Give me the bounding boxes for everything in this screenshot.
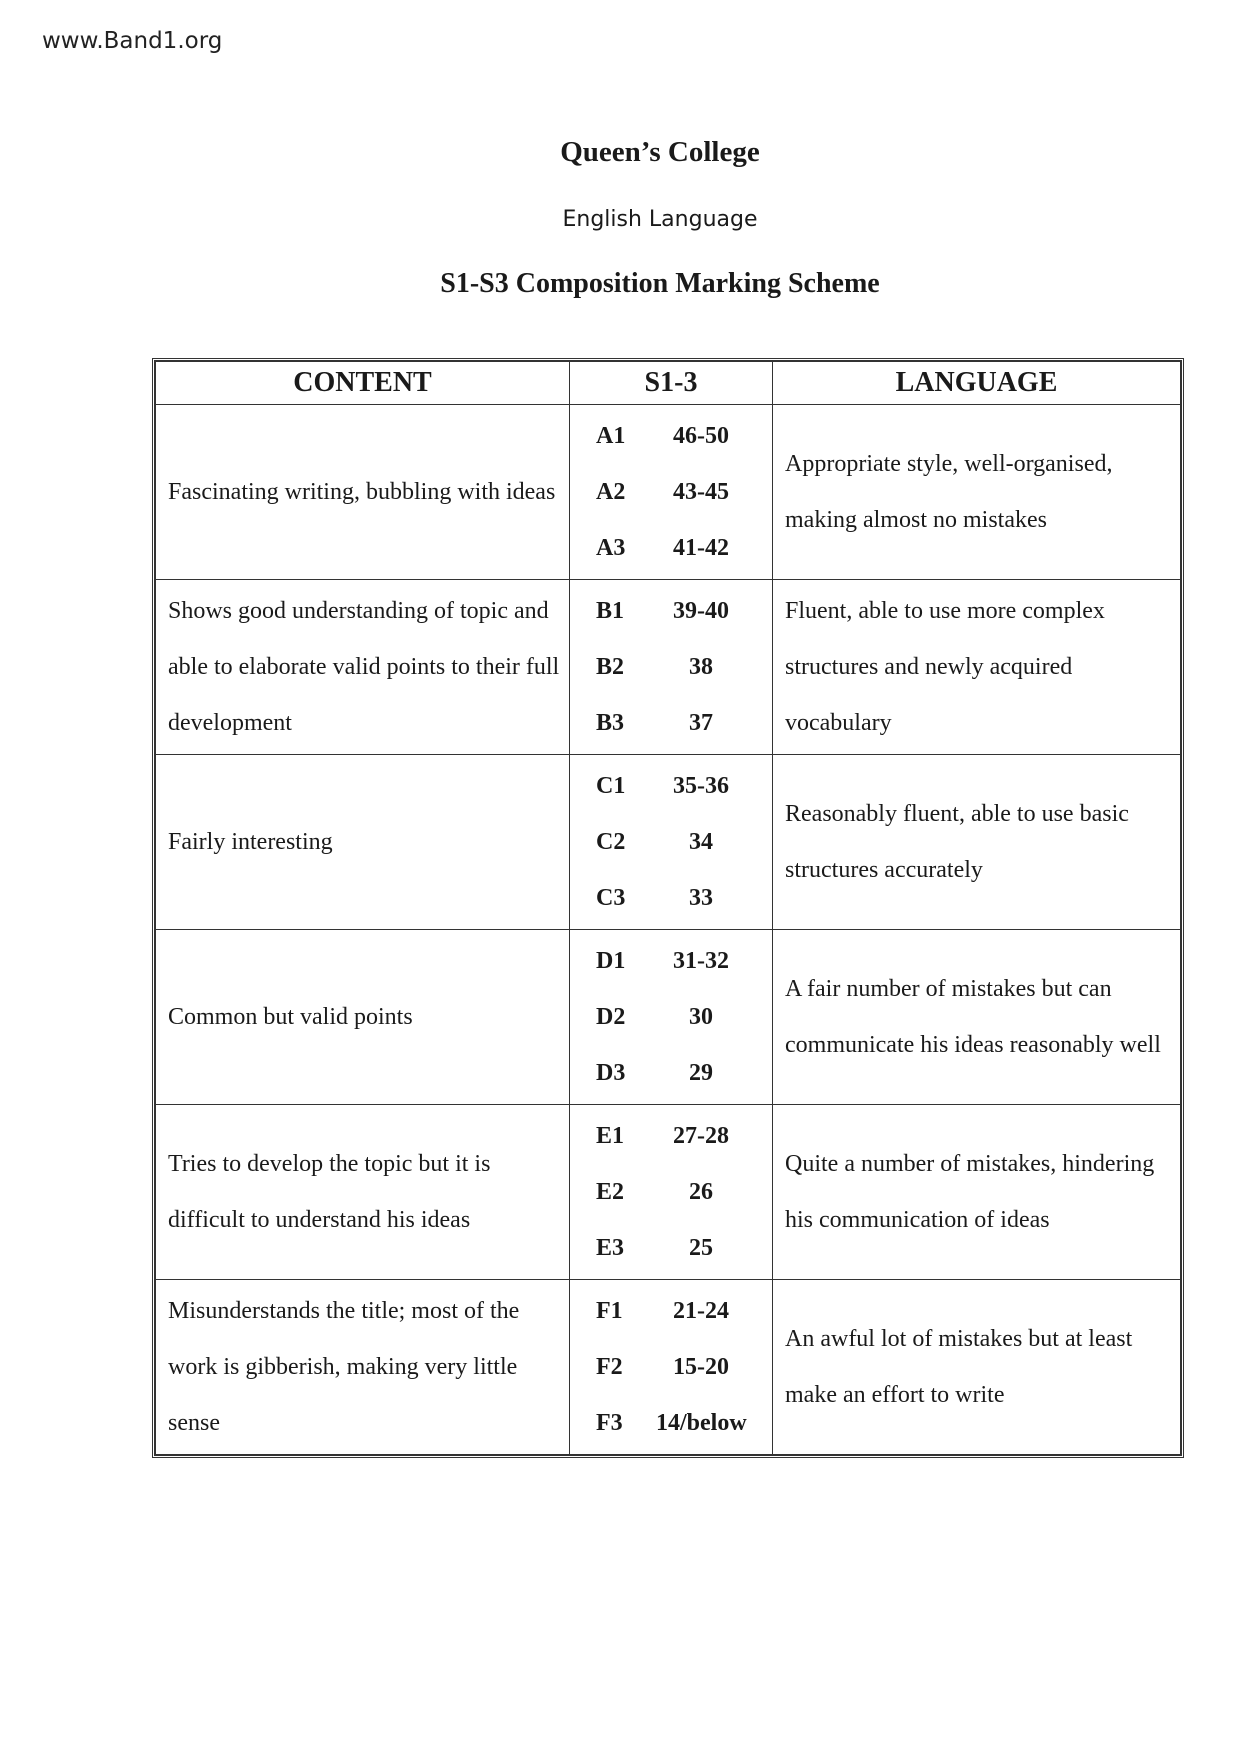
grade-range: 31-32 — [673, 948, 729, 974]
grade-band — [571, 933, 771, 989]
subject: English Language — [562, 207, 758, 232]
grade-range: 25 — [689, 1235, 713, 1261]
language-cell: A fair number of mistakes but can communicate his ideas reasonably well — [773, 930, 1181, 1105]
table-row — [156, 580, 1181, 755]
document-title: S1-S3 Composition Marking Scheme — [440, 268, 880, 299]
watermark: www.Band1.org — [42, 28, 223, 54]
grade-label: A3 — [596, 535, 626, 561]
grade-range: 35-36 — [673, 773, 729, 799]
grade-label: A1 — [596, 423, 626, 449]
header-language: LANGUAGE — [773, 362, 1181, 405]
grade-label: C1 — [596, 773, 626, 799]
grade-range: 43-45 — [673, 479, 729, 505]
grade-band — [571, 814, 771, 870]
header-grade: S1-3 — [570, 362, 773, 405]
grade-range: 21-24 — [673, 1298, 729, 1324]
grade-label: B2 — [596, 654, 625, 680]
grade-cell — [570, 755, 773, 930]
content-cell: Fairly interesting — [156, 755, 570, 930]
grade-range: 46-50 — [673, 423, 729, 449]
grade-band — [571, 870, 771, 926]
language-cell: Quite a number of mistakes, hindering his communication of ideas — [773, 1105, 1181, 1280]
grade-label: C3 — [596, 885, 626, 911]
content-cell: Misunderstands the title; most of the work is gibberish, making very little sense — [156, 1280, 570, 1455]
grade-cell — [570, 1280, 773, 1455]
grade-range: 29 — [689, 1060, 713, 1086]
grade-band — [571, 989, 771, 1045]
grade-band — [571, 583, 771, 639]
grade-label: A2 — [596, 479, 626, 505]
marking-scheme-table — [152, 358, 1184, 1458]
grade-label: B3 — [596, 710, 625, 736]
content-cell: Shows good understanding of topic and able to elaborate valid points to their full development — [156, 580, 570, 755]
grade-range: 38 — [689, 654, 713, 680]
language-cell: Appropriate style, well-organised, making almost no mistakes — [773, 405, 1181, 580]
grade-cell — [570, 930, 773, 1105]
grade-range: 37 — [689, 710, 713, 736]
grade-range: 34 — [689, 829, 713, 855]
grade-label: B1 — [596, 598, 625, 624]
header-content: CONTENT — [156, 362, 570, 405]
grade-band — [571, 1045, 771, 1101]
table-row — [156, 1105, 1181, 1280]
grade-band — [571, 520, 771, 576]
grade-label: F1 — [596, 1298, 623, 1324]
grade-band — [571, 758, 771, 814]
grade-label: E3 — [596, 1235, 625, 1261]
grade-label: D3 — [596, 1060, 626, 1086]
grade-label: D2 — [596, 1004, 626, 1030]
table-row — [156, 1280, 1181, 1455]
grade-cell — [570, 1105, 773, 1280]
grade-label: D1 — [596, 948, 626, 974]
grade-band — [571, 1395, 771, 1451]
school-name: Queen’s College — [560, 136, 760, 168]
grade-range: 14/below — [656, 1410, 747, 1436]
table-row — [156, 405, 1181, 580]
grade-label: E2 — [596, 1179, 625, 1205]
grade-band — [571, 464, 771, 520]
grade-cell — [570, 580, 773, 755]
content-cell: Fascinating writing, bubbling with ideas — [156, 405, 570, 580]
grade-band — [571, 1220, 771, 1276]
grade-band — [571, 1339, 771, 1395]
grade-range: 27-28 — [673, 1123, 729, 1149]
language-cell: Fluent, able to use more complex structures and newly acquired vocabulary — [773, 580, 1181, 755]
grade-range: 15-20 — [673, 1354, 729, 1380]
content-cell: Common but valid points — [156, 930, 570, 1105]
grade-band — [571, 1108, 771, 1164]
grade-band — [571, 695, 771, 751]
grade-range: 39-40 — [673, 598, 729, 624]
grade-label: F2 — [596, 1354, 623, 1380]
grade-label: C2 — [596, 829, 626, 855]
content-cell: Tries to develop the topic but it is difficult to understand his ideas — [156, 1105, 570, 1280]
language-cell: Reasonably fluent, able to use basic structures accurately — [773, 755, 1181, 930]
grade-band — [571, 408, 771, 464]
grade-range: 26 — [689, 1179, 713, 1205]
language-cell: An awful lot of mistakes but at least make an effort to write — [773, 1280, 1181, 1455]
grade-range: 30 — [689, 1004, 713, 1030]
grade-label: E1 — [596, 1123, 625, 1149]
grade-range: 33 — [689, 885, 713, 911]
table-row — [156, 930, 1181, 1105]
grade-label: F3 — [596, 1410, 623, 1436]
grade-band — [571, 1164, 771, 1220]
table-row — [156, 755, 1181, 930]
grade-band — [571, 639, 771, 695]
grade-cell — [570, 405, 773, 580]
grade-band — [571, 1283, 771, 1339]
grade-range: 41-42 — [673, 535, 729, 561]
